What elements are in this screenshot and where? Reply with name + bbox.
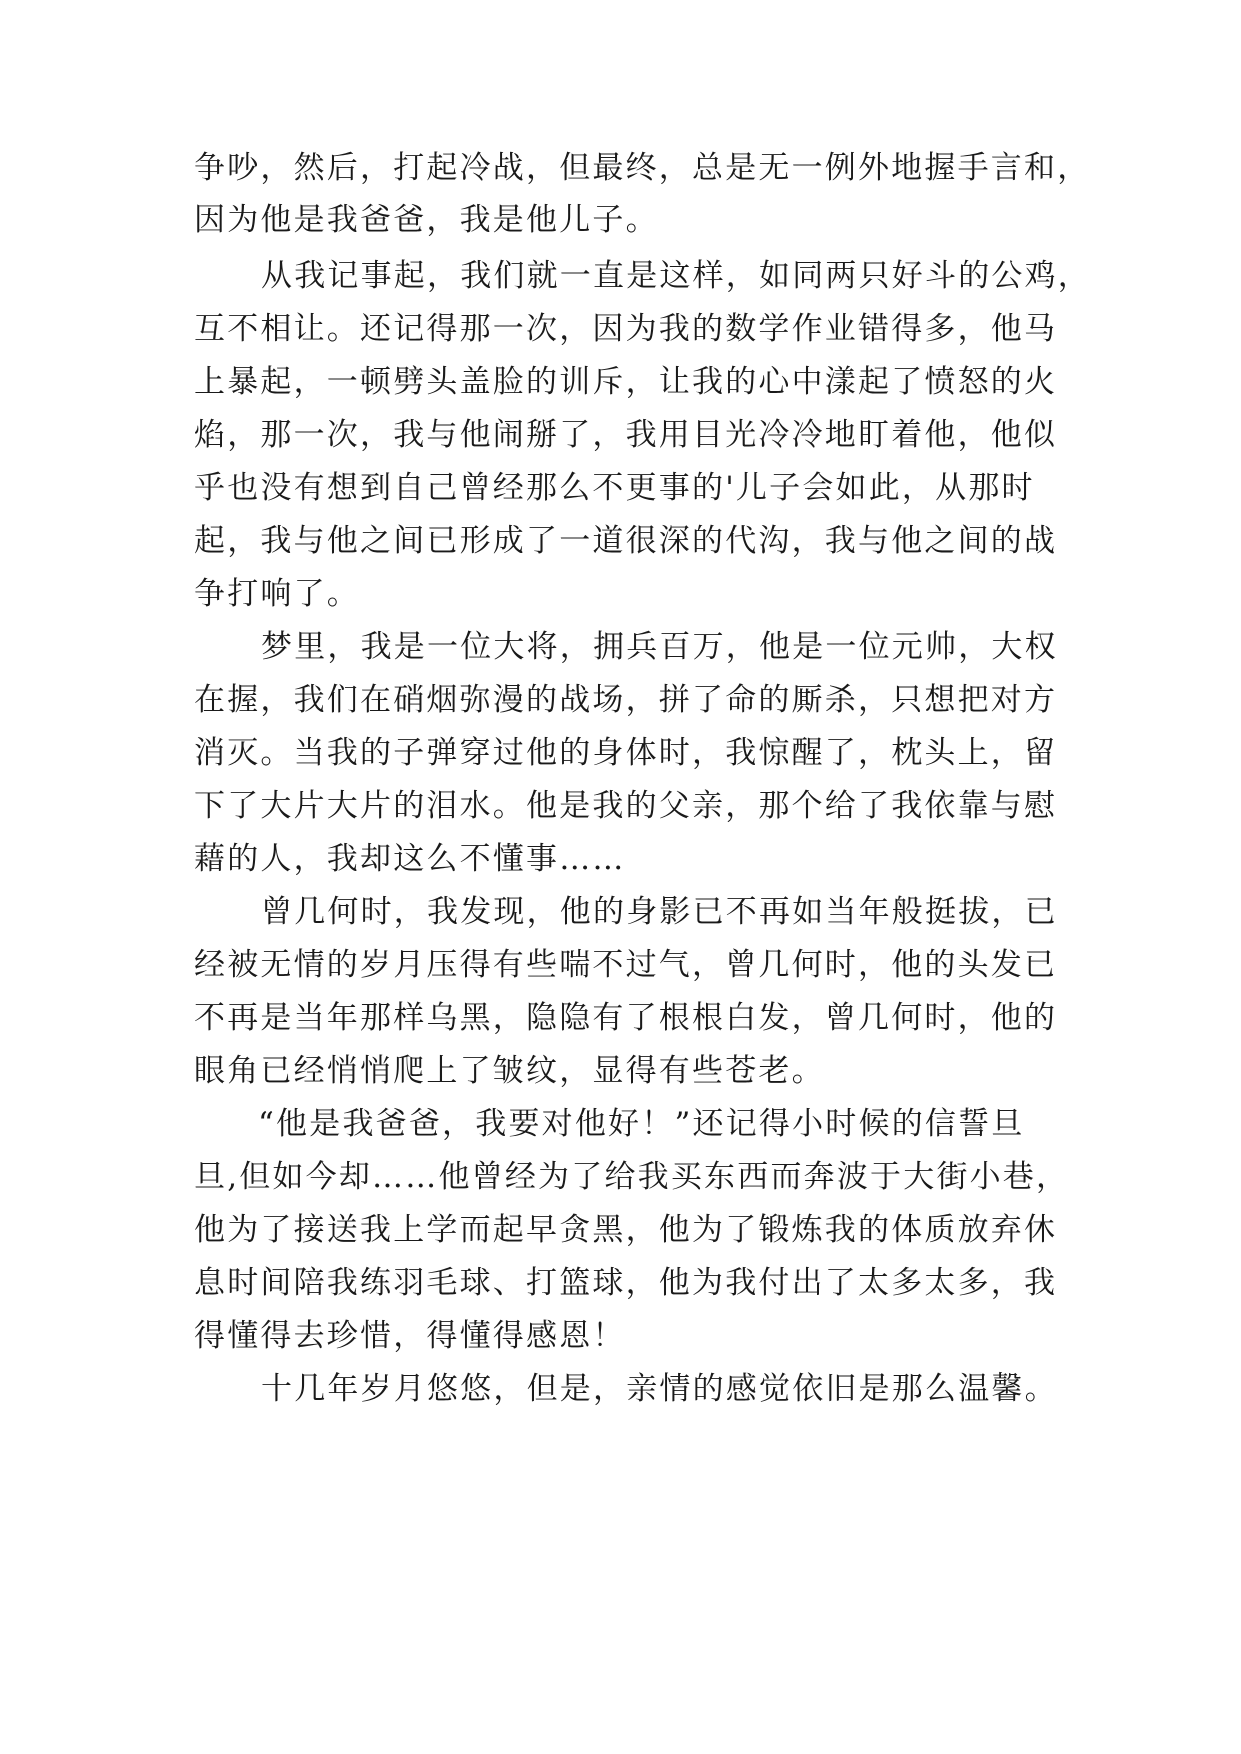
text-line: 争打响了。 [194, 576, 360, 612]
text-line: 在握，我们在硝烟弥漫的战场，拼了命的厮杀，只想把对方 [194, 682, 1058, 718]
text-line: 上暴起，一顿劈头盖脸的训斥，让我的心中漾起了愤怒的火 [194, 364, 1058, 400]
paragraph-first-line: 梦里，我是一位大将，拥兵百万，他是一位元帅，大权 [261, 629, 1058, 665]
text-line: 经被无情的岁月压得有些喘不过气，曾几何时，他的头发已 [194, 947, 1058, 983]
text-line: 争吵，然后，打起冷战，但最终，总是无一例外地握手言和， [194, 150, 1091, 186]
paragraph-first-line: 从我记事起，我们就一直是这样，如同两只好斗的公鸡， [261, 258, 1091, 294]
text-line: 下了大片大片的泪水。他是我的父亲，那个给了我依靠与慰 [194, 788, 1058, 824]
text-line: 互不相让。还记得那一次，因为我的数学作业错得多，他马 [194, 311, 1058, 347]
paragraph-first-line: “他是我爸爸，我要对他好！”还记得小时候的信誓旦 [258, 1106, 1025, 1142]
text-line: 得懂得去珍惜，得懂得感恩！ [194, 1318, 626, 1354]
text-line: 消灭。当我的子弹穿过他的身体时，我惊醒了，枕头上，留 [194, 735, 1058, 771]
text-line: 焰，那一次，我与他闹掰了，我用目光冷冷地盯着他，他似 [194, 417, 1058, 453]
text-line: 息时间陪我练羽毛球、打篮球，他为我付出了太多太多，我 [194, 1265, 1058, 1301]
text-line: 眼角已经悄悄爬上了皱纹，显得有些苍老。 [194, 1053, 825, 1089]
text-line: 不再是当年那样乌黑，隐隐有了根根白发，曾几何时，他的 [194, 1000, 1058, 1036]
text-line: 因为他是我爸爸，我是他儿子。 [194, 202, 659, 238]
text-line: 旦,但如今却……他曾经为了给我买东西而奔波于大街小巷， [194, 1159, 1070, 1195]
paragraph-first-line: 曾几何时，我发现，他的身影已不再如当年般挺拔，已 [261, 894, 1058, 930]
text-line: 起，我与他之间已形成了一道很深的代沟，我与他之间的战 [194, 523, 1058, 559]
text-line: 藉的人，我却这么不懂事…… [194, 841, 626, 877]
text-line: 乎也没有想到自己曾经那么不更事的'儿子会如此，从那时 [194, 470, 1035, 506]
paragraph-first-line: 十几年岁月悠悠，但是，亲情的感觉依旧是那么温馨。 [261, 1371, 1058, 1407]
text-line: 他为了接送我上学而起早贪黑，他为了锻炼我的体质放弃休 [194, 1212, 1058, 1248]
